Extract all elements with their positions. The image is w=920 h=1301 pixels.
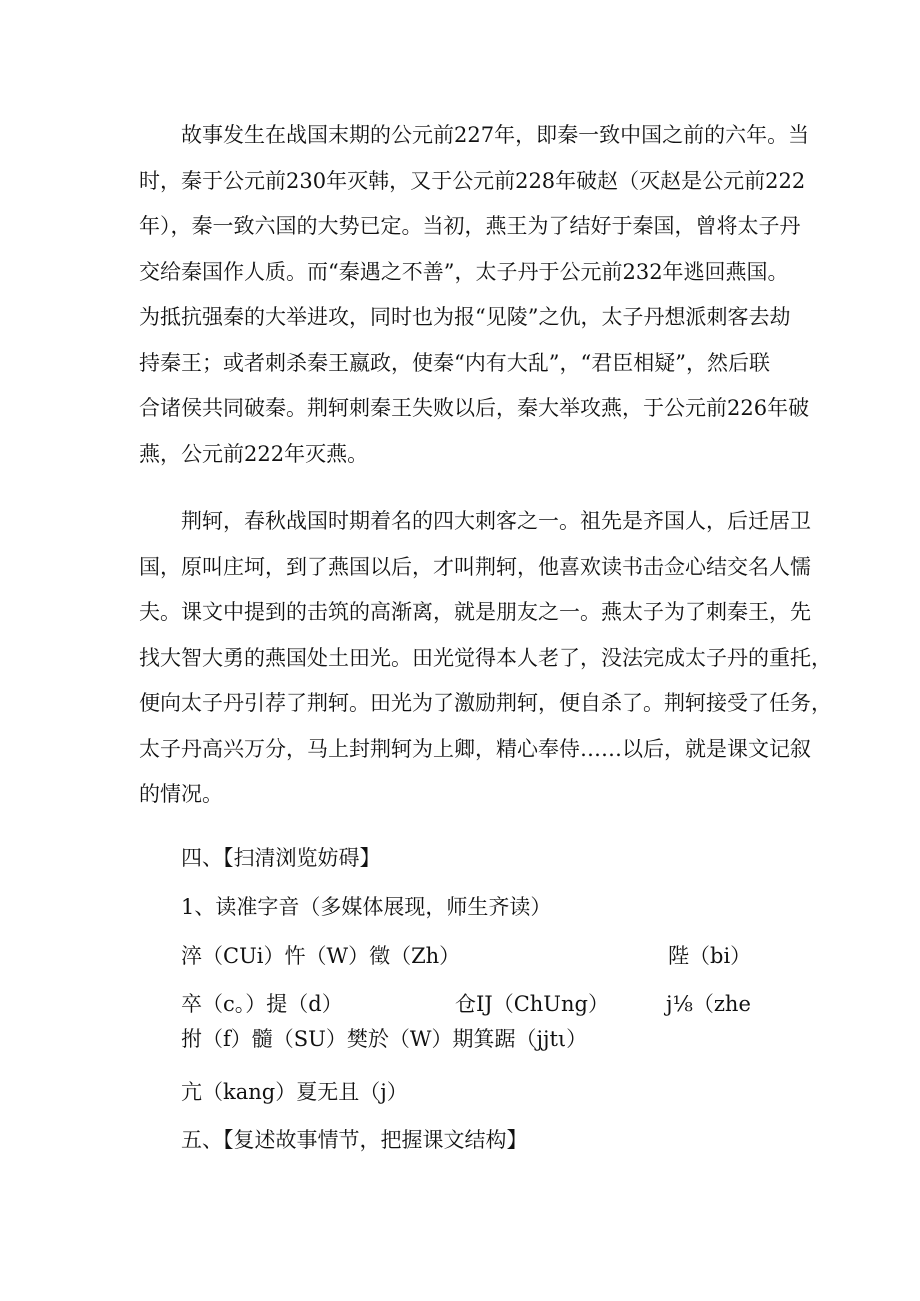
paragraph-line: 燕，公元前222年灭燕。: [139, 441, 369, 466]
item-one-heading: 1、读准字音（多媒体展现，师生齐读）: [181, 895, 552, 919]
paragraph-line: 交给秦国作人质。而“秦遇之不善”，太子丹于公元前232年逃回燕国。: [139, 259, 789, 284]
paragraph-line: 为抵抗强秦的大举进攻，同时也为报“见陵”之仇，太子丹想派刺客去劫: [139, 305, 791, 329]
pronunciation-row-2-right: j⅛（zhe: [666, 992, 751, 1016]
pronunciation-row-4: 亢（kang）夏无且（j）: [181, 1080, 408, 1104]
pronunciation-row-1: 淬（CUi）忤（W）徵（Zh）: [181, 944, 461, 968]
section-five-heading: 五、【复述故事情节，把握课文结构】: [181, 1128, 528, 1152]
pronunciation-row-3: 拊（f）髓（SU）樊於（W）期箕踞（jjtι）: [181, 1027, 588, 1051]
paragraph-line: 荆轲，春秋战国时期着名的四大刺客之一。祖先是齐国人，后迁居卫: [181, 509, 811, 533]
paragraph-line: 国，原叫庄坷，到了燕国以后，才叫荆轲，他喜欢读书击佥心结交名人懦: [139, 554, 811, 579]
pronunciation-row-2: 卒（c。）提（d）: [181, 992, 343, 1016]
paragraph-line: 故事发生在战国末期的公元前227年，即秦一致中国之前的六年。当: [181, 123, 810, 147]
jingke-paragraph: [139, 499, 832, 818]
paragraph-line: 持秦王；或者刺杀秦王嬴政，使秦“内有大乱”，“君臣相疑”，然后联: [139, 350, 770, 375]
paragraph-line: 夫。课文中提到的击筑的高渐离，就是朋友之一。燕太子为了刺秦王，先: [139, 600, 811, 624]
paragraph-line: 太子丹高兴万分，马上封荆轲为上卿，精心奉侍……以后，就是课文记叙: [139, 736, 811, 761]
background-paragraph: [139, 113, 810, 477]
paragraph-line: 时，秦于公元前230年灭韩，又于公元前228年破赵（灭赵是公元前222: [139, 168, 806, 193]
paragraph-line: 便向太子丹引荐了荆轲。田光为了激励荆轲，便自杀了。荆轲接受了任务，: [139, 691, 832, 715]
pronunciation-row-2-middle: 仓IJ（ChUng）: [455, 992, 609, 1016]
paragraph-line: 年），秦一致六国的大势已定。当初，燕王为了结好于秦国，曾将太子丹: [139, 214, 801, 238]
pronunciation-row-1-right: 陛（bi）: [668, 944, 752, 968]
paragraph-line: 的情况。: [139, 782, 223, 806]
paragraph-line: 找大智大勇的燕国处土田光。田光觉得本人老了，没法完成太子丹的重托，: [139, 645, 832, 670]
section-four-heading: 四、【扫清浏览妨碍】: [181, 846, 381, 870]
paragraph-line: 合诸侯共同破秦。荆轲刺秦王失败以后，秦大举攻燕，于公元前226年破: [139, 396, 810, 420]
